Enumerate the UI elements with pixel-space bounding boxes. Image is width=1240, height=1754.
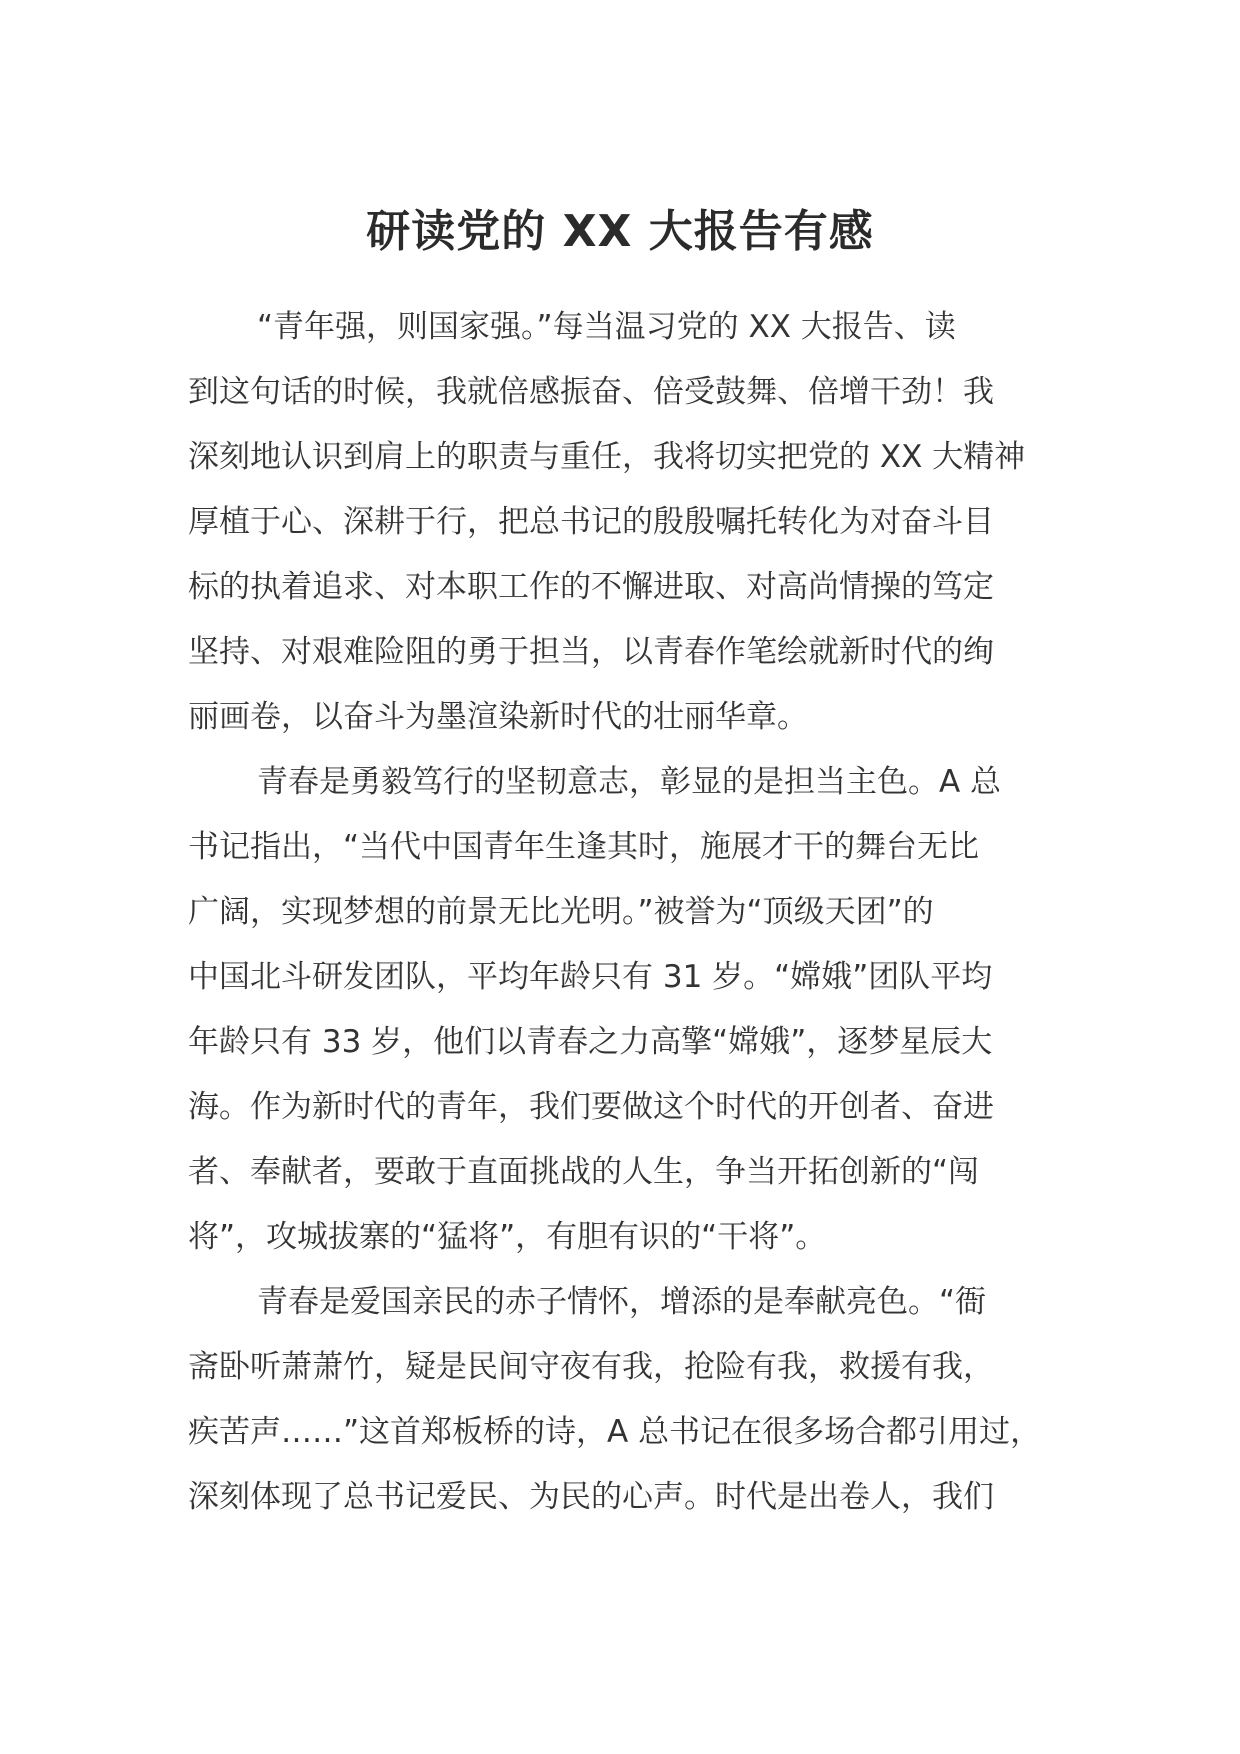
text-line: 斋卧听萧萧竹，疑是民间守夜有我，抢险有我，救援有我， [188,1349,994,1385]
paragraph-3 [188,1270,1068,1530]
text-line: 疾苦声……”这首郑板桥的诗，A 总书记在很多场合都引用过， [188,1414,1042,1450]
text-line: 坚持、对艰难险阻的勇于担当，以青春作笔绘就新时代的绚 [188,634,994,670]
text-line: 年龄只有 33 岁，他们以青春之力高擎“嫦娥”，逐梦星辰大 [188,1024,993,1060]
document-title: 研读党的 XX 大报告有感 [366,206,874,257]
text-line: 深刻体现了总书记爱民、为民的心声。时代是出卷人，我们 [188,1479,994,1515]
paragraph-2 [188,750,1068,1270]
text-line: 青春是勇毅笃行的坚韧意志，彰显的是担当主色。A 总 [257,764,1002,800]
text-line: 到这句话的时候，我就倍感振奋、倍受鼓舞、倍增干劲！我 [188,374,994,410]
text-line: 将”，攻城拔寨的“猛将”，有胆有识的“干将”。 [188,1219,827,1255]
text-line: 广阔，实现梦想的前景无比光明。”被誉为“顶级天团”的 [188,894,934,930]
text-line: 书记指出，“当代中国青年生逢其时，施展才干的舞台无比 [188,829,980,865]
text-line: 青春是爱国亲民的赤子情怀，增添的是奉献亮色。“衙 [257,1284,987,1320]
document-body [188,295,1068,1530]
text-line: 深刻地认识到肩上的职责与重任，我将切实把党的 XX 大精神 [188,439,1026,475]
text-line: 丽画卷，以奋斗为墨渲染新时代的壮丽华章。 [188,699,808,735]
text-line: “青年强，则国家强。”每当温习党的 XX 大报告、读 [257,309,956,345]
paragraph-1 [188,295,1068,750]
text-line: 厚植于心、深耕于行，把总书记的殷殷嘱托转化为对奋斗目 [188,504,994,540]
text-line: 中国北斗研发团队，平均年龄只有 31 岁。“嫦娥”团队平均 [188,959,993,995]
text-line: 海。作为新时代的青年，我们要做这个时代的开创者、奋进 [188,1089,994,1125]
text-line: 者、奉献者，要敢于直面挑战的人生，争当开拓创新的“闯 [188,1154,980,1190]
text-line: 标的执着追求、对本职工作的不懈进取、对高尚情操的笃定 [188,569,994,605]
